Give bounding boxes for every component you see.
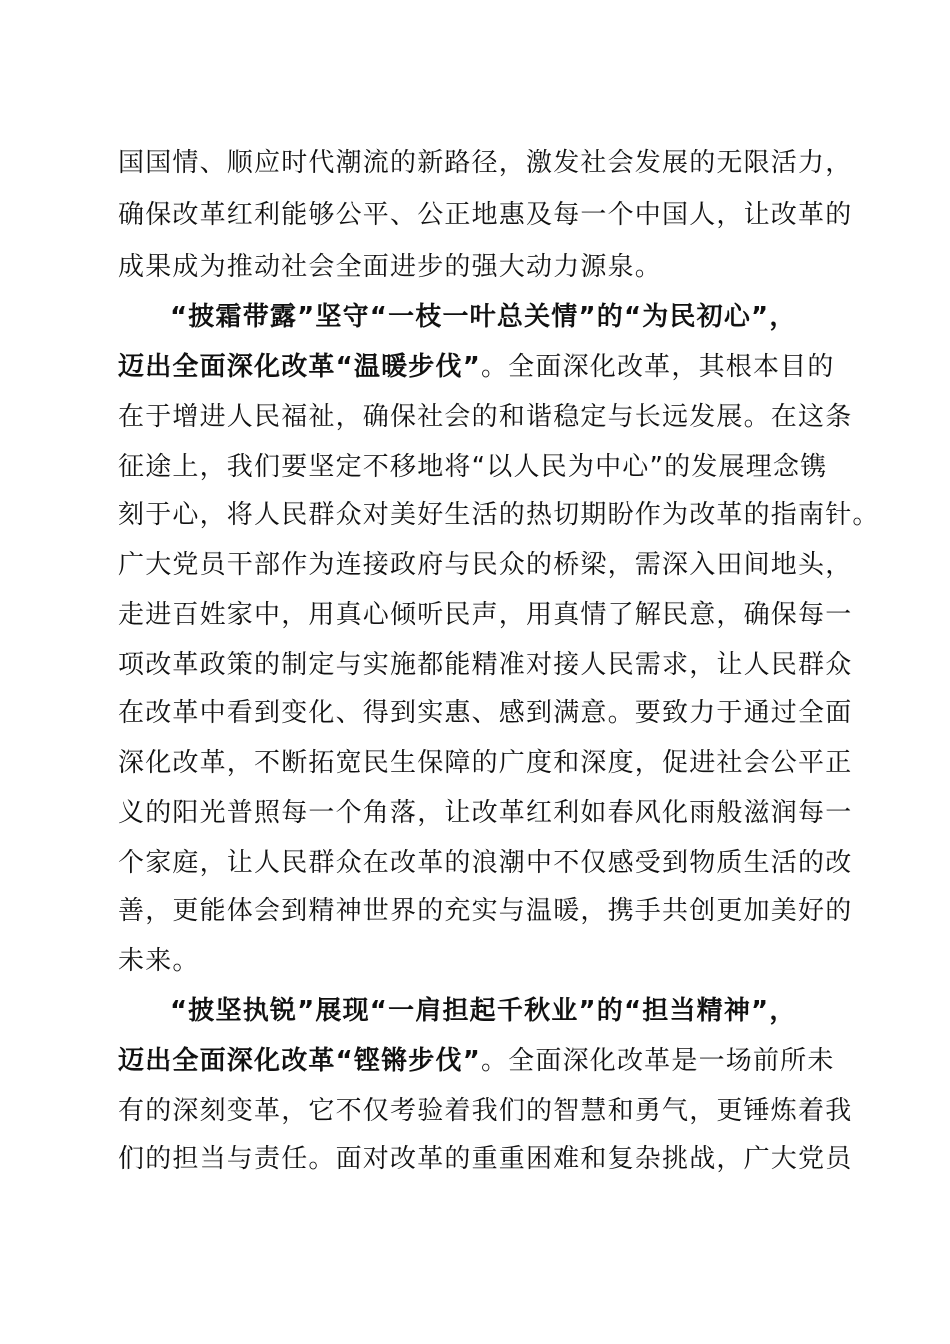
text-run: 成果成为推动社会全面进步的强大动力源泉。	[118, 252, 663, 282]
text-run: 义的阳光普照每一个角落，让改革红利如春风化雨般滋润每一	[118, 798, 853, 828]
paragraph-2-line-13	[118, 896, 852, 926]
paragraph-2-line-2	[118, 352, 835, 382]
text-run: 们的担当与责任。面对改革的重重困难和复杂挑战，广大党员	[118, 1144, 853, 1174]
text-run: 走进百姓家中，用真心倾听民声，用真情了解民意，确保每一	[118, 600, 853, 630]
heading-text: “披坚执锐”展现“一肩担起千秋业”的“担当精神”，	[170, 996, 797, 1026]
paragraph-1-line-2	[118, 200, 852, 230]
text-run: 未来。	[118, 946, 200, 976]
paragraph-2-line-8	[118, 650, 852, 680]
text-run: 确保改革红利能够公平、公正地惠及每一个中国人，让改革的	[118, 200, 853, 230]
text-run: 善，更能体会到精神世界的充实与温暖，携手共创更加美好的	[118, 896, 853, 926]
paragraph-2-line-14	[118, 946, 200, 976]
paragraph-2-line-9	[118, 698, 852, 728]
text-run: 在于增进人民福祉，确保社会的和谐稳定与长远发展。在这条	[118, 402, 853, 432]
paragraph-2-line-6	[118, 550, 852, 580]
heading-text: 迈出全面深化改革“铿锵步伐”	[118, 1046, 481, 1076]
text-run: 征途上，我们要坚定不移地将“以人民为中心”的发展理念镌	[118, 452, 828, 482]
text-run: 。全面深化改革，其根本目的	[480, 352, 835, 382]
text-run: 项改革政策的制定与实施都能精准对接人民需求，让人民群众	[118, 650, 853, 680]
paragraph-2-line-12	[118, 848, 852, 878]
paragraph-3-line-2	[118, 1046, 835, 1076]
text-run: 在改革中看到变化、得到实惠、感到满意。要致力于通过全面	[118, 698, 853, 728]
paragraph-2-line-4	[118, 452, 827, 482]
text-run: 广大党员干部作为连接政府与民众的桥梁，需深入田间地头，	[118, 550, 853, 580]
paragraph-1-line-1	[118, 148, 852, 178]
text-run: 刻于心，将人民群众对美好生活的热切期盼作为改革的指南针。	[118, 500, 880, 530]
text-run: 个家庭，让人民群众在改革的浪潮中不仅感受到物质生活的改	[118, 848, 853, 878]
paragraph-2-line-7	[118, 600, 852, 630]
text-run: 深化改革，不断拓宽民生保障的广度和深度，促进社会公平正	[118, 748, 853, 778]
paragraph-1-line-3	[118, 252, 662, 282]
paragraph-2-line-3	[118, 402, 852, 432]
heading-text: 迈出全面深化改革“温暖步伐”	[118, 352, 481, 382]
text-run: 国国情、顺应时代潮流的新路径，激发社会发展的无限活力，	[118, 148, 853, 178]
paragraph-2-line-5	[118, 500, 880, 530]
paragraph-3-line-4	[118, 1144, 852, 1174]
paragraph-2-heading-line-1	[170, 302, 797, 332]
paragraph-2-line-10	[118, 748, 852, 778]
text-run: 。全面深化改革是一场前所未	[480, 1046, 835, 1076]
paragraph-3-heading-line-1	[170, 996, 797, 1026]
text-run: 有的深刻变革，它不仅考验着我们的智慧和勇气，更锤炼着我	[118, 1096, 853, 1126]
paragraph-3-line-3	[118, 1096, 852, 1126]
paragraph-2-line-11	[118, 798, 852, 828]
heading-text: “披霜带露”坚守“一枝一叶总关情”的“为民初心”，	[170, 302, 797, 332]
